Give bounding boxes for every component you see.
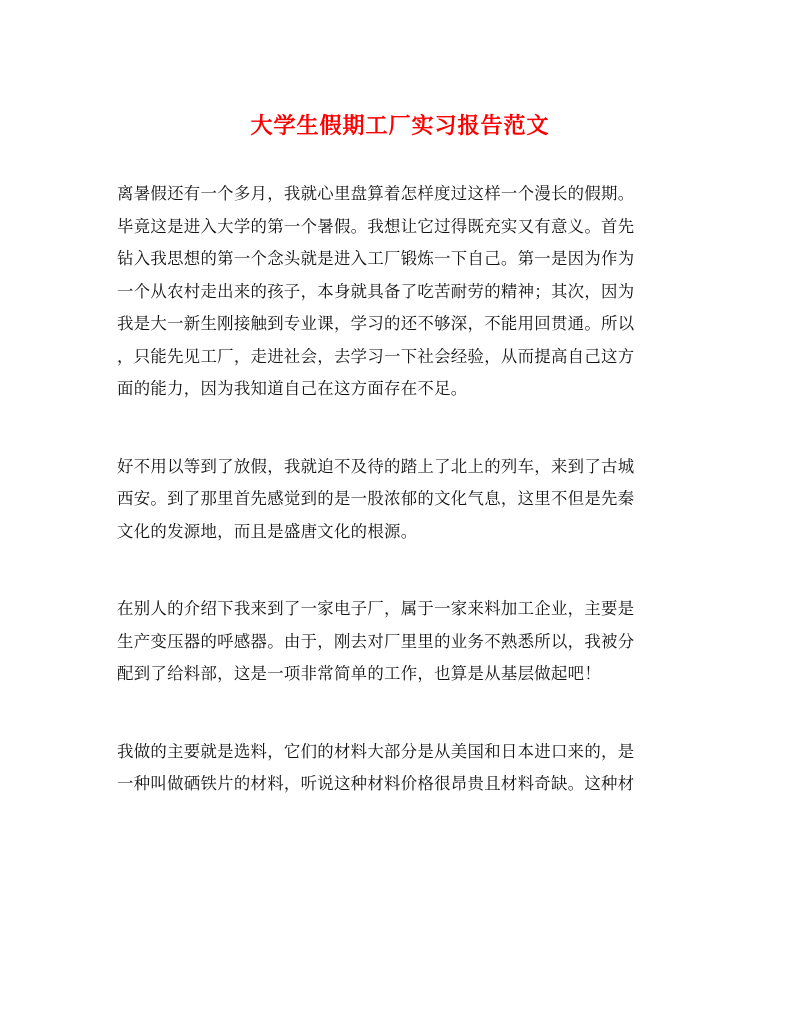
paragraph-line: 面的能力，因为我知道自己在这方面存在不足。 [117,379,468,398]
paragraph-line: 配到了给料部，这是一项非常简单的工作，也算是从基层做起吧！ [117,664,602,683]
paragraph-line: 毕竟这是进入大学的第一个暑假。我想让它过得既充实又有意义。首先 [117,216,635,236]
paragraph-line: 离暑假还有一个多月，我就心里盘算着怎样度过这样一个漫长的假期。 [117,184,635,203]
paragraph-line: 我做的主要就是选料，它们的材料大部分是从美国和日本进口来的，是 [117,741,635,761]
paragraph-1 [117,178,687,406]
paragraph-line: 钻入我思想的第一个念头就是进入工厂锻炼一下自己。第一是因为作为 [117,249,635,268]
paragraph-line: 一个从农村走出来的孩子，本身就具备了吃苦耐劳的精神；其次，因为 [117,281,635,301]
paragraph-line: 好不用以等到了放假，我就迫不及待的踏上了北上的列车，来到了古城 [117,456,635,476]
paragraph-line: 一种叫做硒铁片的材料，听说这种材料价格很昂贵且材料奇缺。这种材 [117,774,635,793]
document-title: 大学生假期工厂实习报告范文 [250,113,550,139]
paragraph-2 [117,451,687,549]
document-body [117,178,687,846]
paragraph-line: ，只能先见工厂，走进社会，去学习一下社会经验，从而提高自己这方 [117,346,635,366]
paragraph-line: 生产变压器的呼感器。由于，刚去对厂里里的业务不熟悉所以，我被分 [117,631,635,651]
paragraph-line: 文化的发源地，而且是盛唐文化的根源。 [117,521,418,541]
paragraph-line: 在别人的介绍下我来到了一家电子厂，属于一家来料加工企业，主要是 [117,599,635,618]
paragraph-line: 西安。到了那里首先感觉到的是一股浓郁的文化气息，这里不但是先秦 [117,489,635,508]
paragraph-line: 我是大一新生刚接触到专业课，学习的还不够深，不能用回贯通。所以 [117,314,635,333]
paragraph-4 [117,736,687,801]
paragraph-3 [117,593,687,691]
